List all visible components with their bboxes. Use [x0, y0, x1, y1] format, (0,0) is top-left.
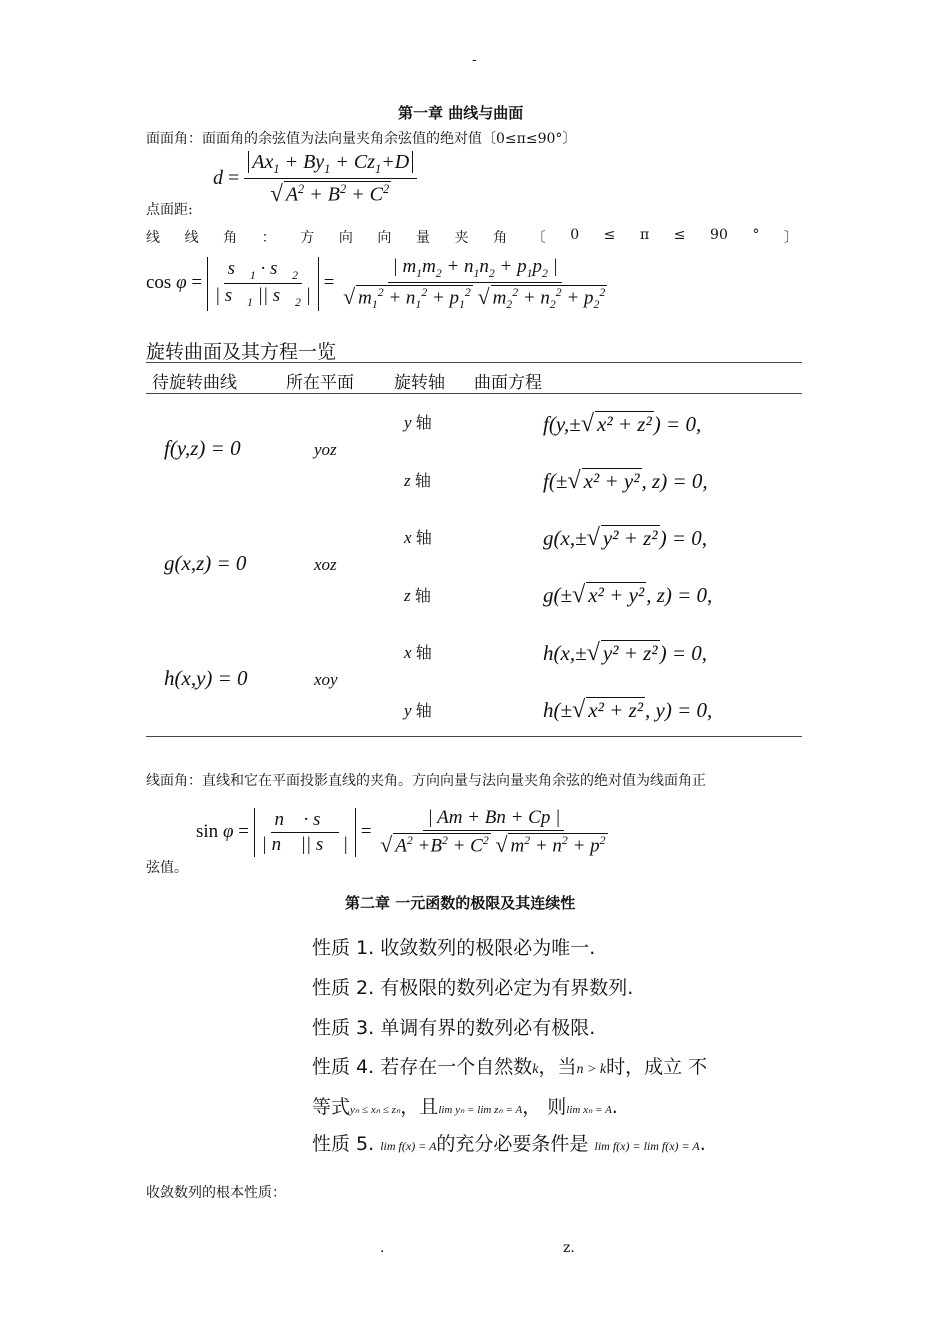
table-header-curve: 待旋转曲线 — [152, 373, 237, 393]
dihedral-angle-text: 面面角：面面角的余弦值为法向量夹角余弦值的绝对值〔0≤π≤90°〕 — [146, 131, 577, 147]
table-plane: xoz — [314, 555, 337, 574]
rotation-table-title: 旋转曲面及其方程一览 — [146, 341, 337, 363]
table-equation: f(±√ x² + y², z) = 0, — [543, 467, 708, 494]
table-axis: x 轴 — [404, 528, 432, 547]
footer-left-mark: . — [380, 1240, 385, 1256]
line-line-angle-char: ≤ — [673, 227, 686, 243]
table-equation: h(x,±√ y² + z²) = 0, — [543, 639, 708, 666]
line-line-angle-text — [146, 227, 798, 247]
property-3: 性质 3. 单调有界的数列必有极限. — [312, 1017, 596, 1039]
line-line-angle-char: ≤ — [603, 227, 616, 243]
line-line-cosine-formula: cos φ = $\frac{s⃗_1 \cdot s⃗_2}{| s⃗_1 || s⃗_2 |}$ = $\frac{| m_1m_2 + n_1n_2 + p_1p_2 |}{√ m_1^2 + n_1^2 + p_1^2 √ m_2^2 + n_2^2 + p_2^2}$ — [146, 256, 606, 312]
line-plane-angle-text: 线面角：直线和它在平面投影直线的夹角。方向向量与法向量夹角余弦的绝对值为线面角正 — [146, 773, 706, 789]
table-bottom-rule — [146, 736, 802, 737]
table-header-axis: 旋转轴 — [394, 373, 445, 393]
line-line-angle-char: 〕 — [783, 230, 798, 246]
table-axis: y 轴 — [404, 413, 432, 432]
table-axis: z 轴 — [404, 471, 431, 490]
line-line-angle-char: 线 — [184, 230, 199, 246]
table-header-equation: 曲面方程 — [474, 373, 542, 393]
line-plane-angle-end: 弦值。 — [146, 860, 188, 876]
table-equation: g(±√ x² + y², z) = 0, — [543, 581, 713, 608]
point-plane-distance-formula: d = $\frac{Ax_1 + By_1 + Cz_1+D}{√ A^2 + B^2 + C^2}$ — [213, 150, 417, 208]
line-line-angle-char: 量 — [415, 230, 430, 246]
property-5: 性质 5. lim f(x) = A的充分必要条件是 lim f(x) = lim f(x) = A. — [312, 1133, 706, 1155]
table-equation: g(x,±√ y² + z²) = 0, — [543, 524, 708, 551]
chapter-2-title: 第二章 一元函数的极限及其连续性 — [345, 894, 576, 912]
property-2: 性质 2. 有极限的数列必定为有界数列. — [312, 977, 634, 999]
table-curve: g(x,z) = 0 — [164, 551, 247, 575]
property-4-line-2: 等式yₙ ≤ xₙ ≤ zₙ，且lim yₙ = lim zₙ = A， 则lim xₙ = A. — [312, 1096, 618, 1118]
line-line-angle-char: 向 — [338, 230, 353, 246]
line-line-angle-char: 向 — [377, 230, 392, 246]
line-line-angle-char: 0 — [570, 227, 580, 243]
line-line-angle-char: 90 — [710, 227, 728, 243]
line-line-angle-char: π — [639, 227, 650, 243]
line-line-angle-char: ° — [752, 227, 760, 243]
footer-right-mark: z. — [563, 1240, 575, 1256]
table-equation: h(±√ x² + z², y) = 0, — [543, 696, 713, 723]
table-plane: yoz — [314, 440, 337, 459]
line-line-angle-char: 〔 — [531, 230, 546, 246]
table-axis: z 轴 — [404, 586, 431, 605]
table-curve: f(y,z) = 0 — [164, 436, 241, 460]
property-4-line-1: 性质 4. 若存在一个自然数k，当n > k时，成立 不 — [312, 1056, 708, 1078]
table-plane: xoy — [314, 670, 338, 689]
header-mark: - — [472, 52, 477, 68]
table-equation: f(y,±√ x² + z²) = 0, — [543, 410, 702, 437]
line-line-angle-char: ： — [261, 230, 276, 246]
table-axis: y 轴 — [404, 701, 432, 720]
line-plane-sine-formula: sin φ = $\frac{n⃗ \cdot s⃗}{| n⃗ || s⃗ |}$ = $\frac{| Am + Bn + Cp |}{√ A^2 +B^2 + C^2 √ m^2 + n^2 + p^2}$ — [196, 807, 606, 857]
point-plane-label: 点面距: — [146, 202, 193, 218]
table-curve: h(x,y) = 0 — [164, 666, 248, 690]
line-line-angle-char: 角 — [493, 230, 508, 246]
table-header-plane: 所在平面 — [286, 373, 354, 393]
line-line-angle-char: 线 — [146, 230, 160, 246]
table-axis: x 轴 — [404, 643, 432, 662]
property-1: 性质 1. 收敛数列的极限必为唯一. — [312, 937, 596, 959]
line-line-angle-char: 方 — [300, 230, 315, 246]
table-top-rule — [146, 362, 802, 363]
chapter-1-title: 第一章 曲线与曲面 — [398, 104, 524, 122]
line-line-angle-char: 角 — [223, 230, 238, 246]
table-header-rule — [146, 393, 802, 394]
line-line-angle-char: 夹 — [454, 230, 469, 246]
convergent-sequence-properties-label: 收敛数列的根本性质： — [146, 1185, 286, 1201]
